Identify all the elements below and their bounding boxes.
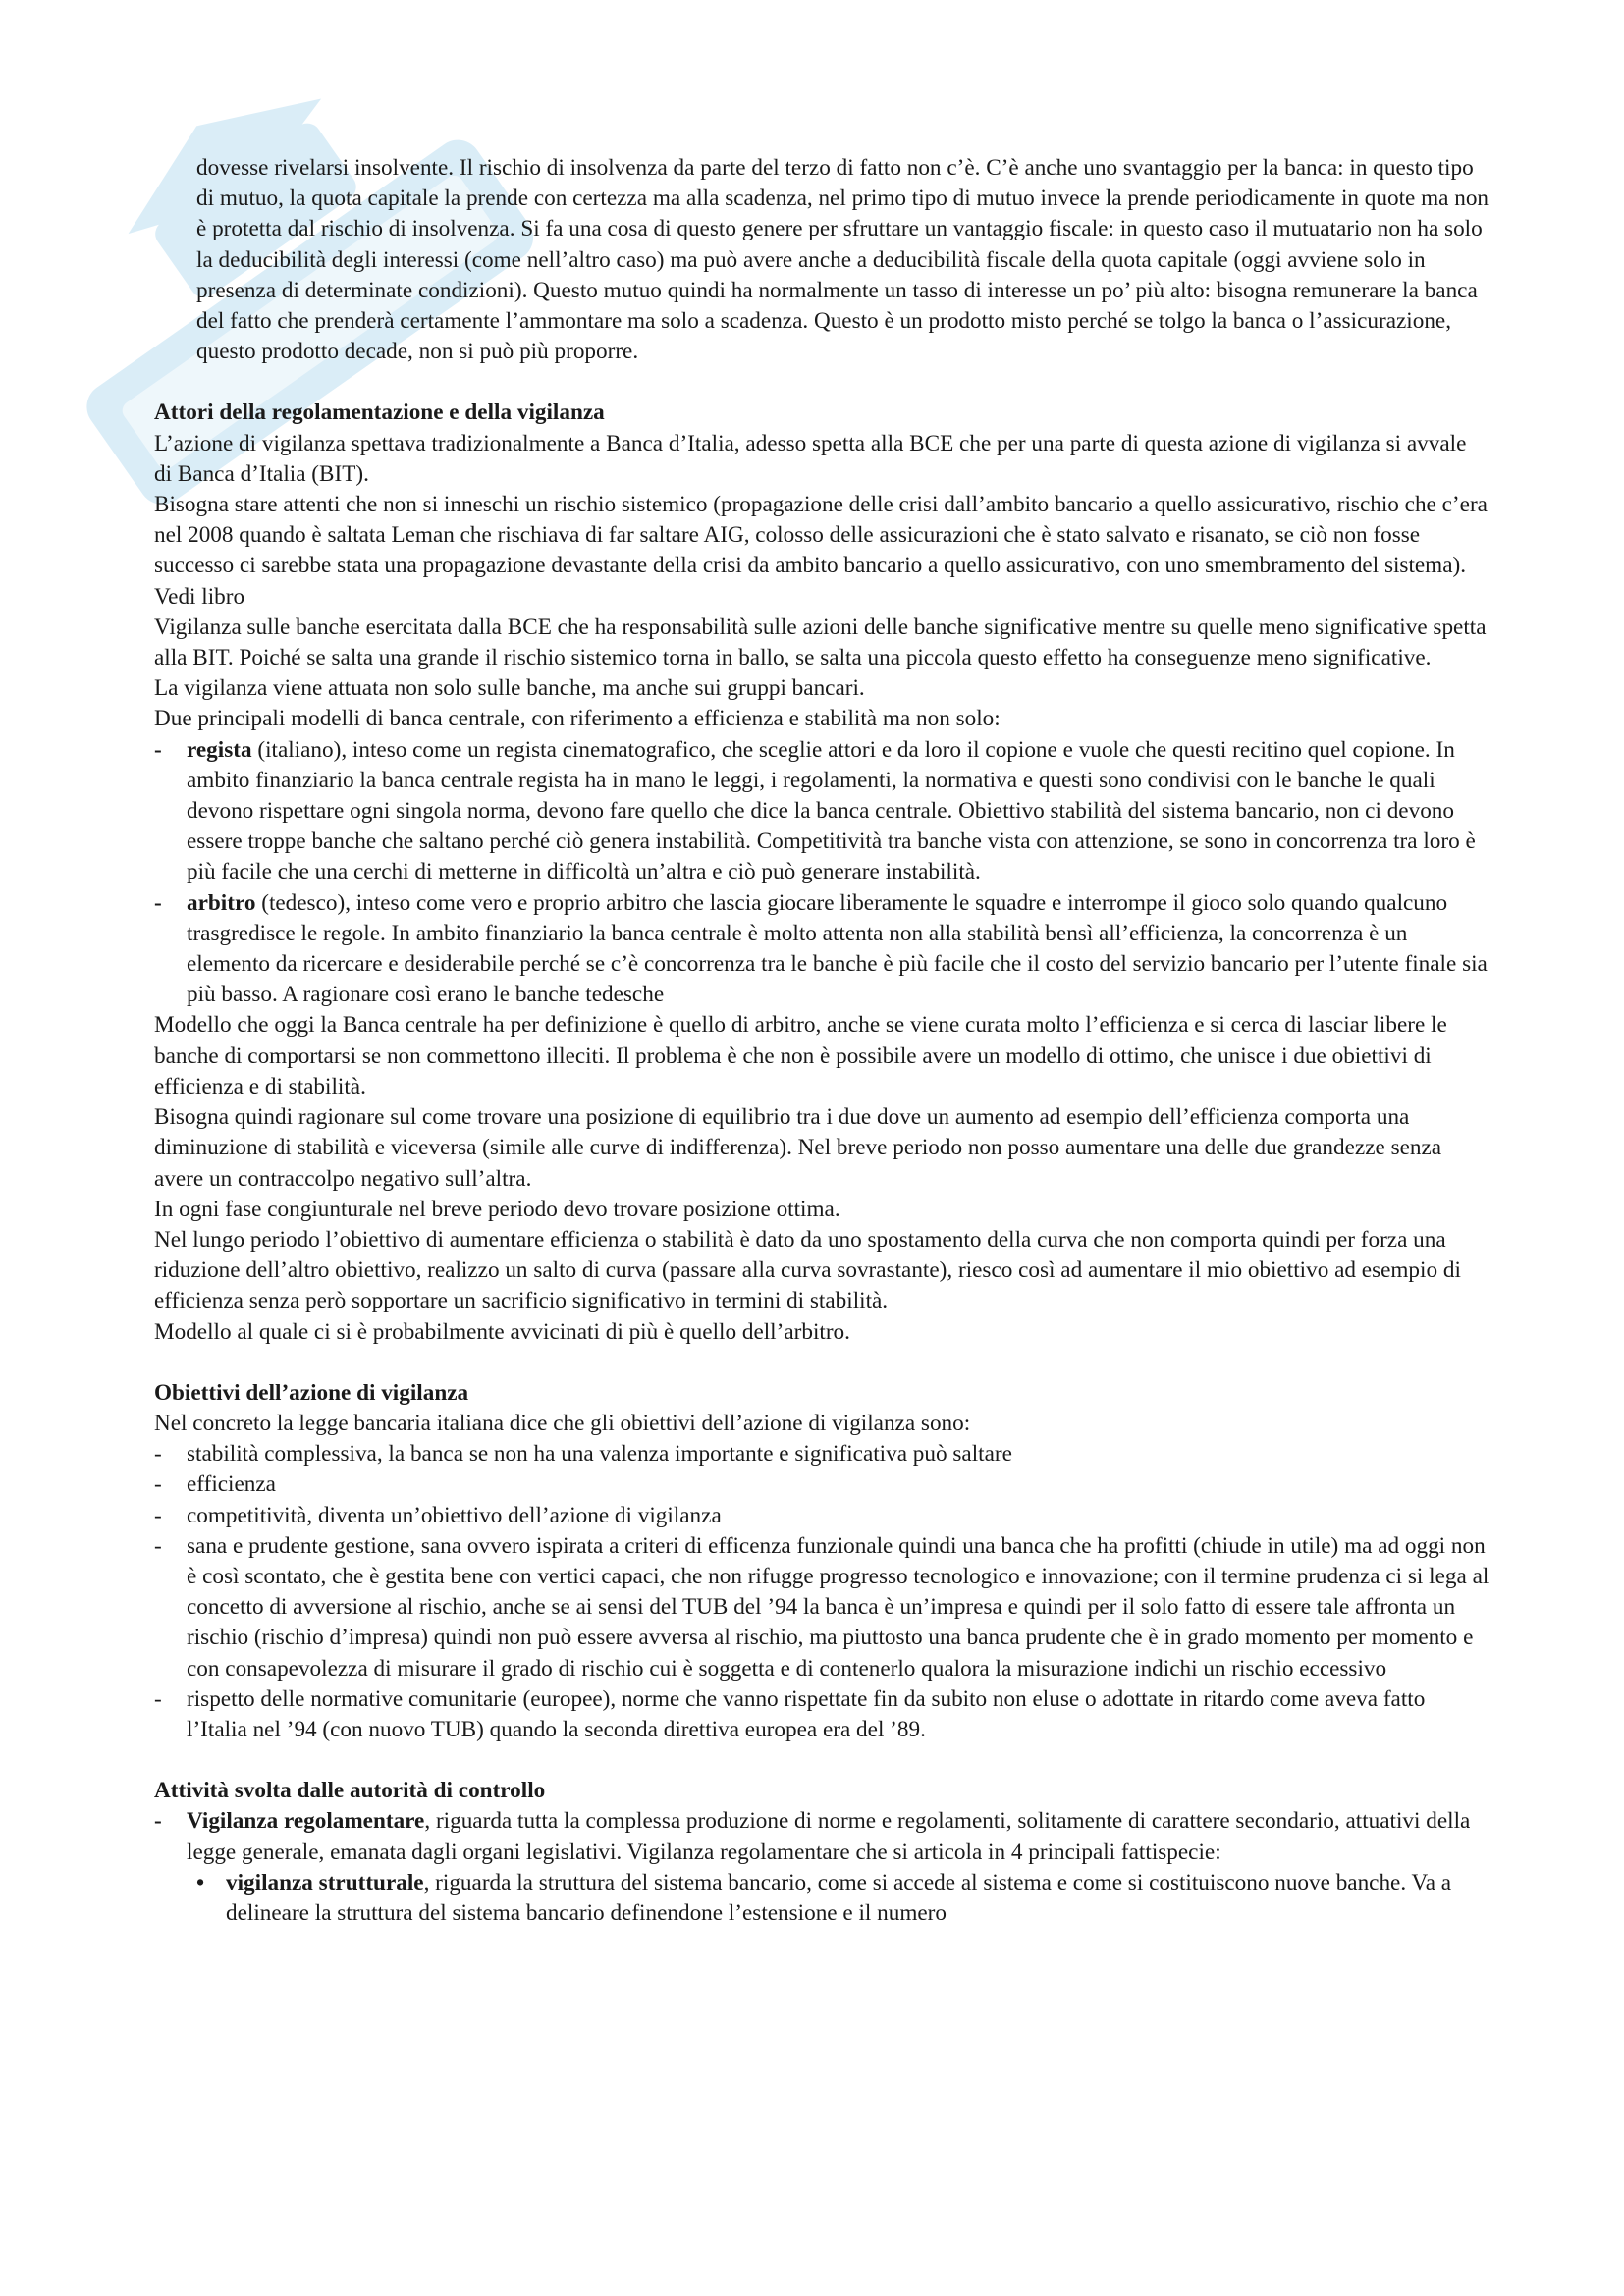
paragraph: Modello al quale ci si è probabilmente avvicinati di più è quello dell’arbitro. (154, 1318, 850, 1345)
paragraph: Modello che oggi la Banca centrale ha per definizione è quello di arbitro, anche se viene curata molto l’efficienza e si cerca di lasciar libere le banche di comportarsi se non commettono illeciti. Il problema è che non è possibile avere un modello di ottimo, che unisce i due obiettivi di efficienza e di stabilità. (154, 1012, 1447, 1099)
paragraph: Bisogna quindi ragionare sul come trovare una posizione di equilibrio tra i due dove un aumento ad esempio dell’efficienza comporta una diminuzione di stabilità e viceversa (simile alle curve di indifferenza). Nel breve periodo non posso aumentare una delle due grandezze senza avere un contraccolpo negativo sull’altra. (154, 1104, 1442, 1192)
list-item: - rispetto delle normative comunitarie (europee), norme che vanno rispettate fin da subito non eluse o adottate in ritardo come aveva fatto l’Italia nel ’94 (con nuovo TUB) quando la seconda direttiva europea era del ’89. (154, 1684, 1489, 1745)
intro-paragraph: dovesse rivelarsi insolvente. Il rischio di insolvenza da parte del terzo di fatto non c’è. C’è anche uno svantaggio per la banca: in questo tipo di mutuo, la quota capitale la prende con certezza ma alla scadenza, nel primo tipo di mutuo invece la prende periodicamente in quote ma non è protetta dal rischio di insolvenza. Si fa una cosa di questo genere per sfruttare un vantaggio fiscale: in questo caso il mutuatario non ha solo la deducibilità degli interessi (come nell’altro caso) ma può avere anche a deducibilità fiscale della quota capitale (oggi avviene solo in presenza di determinate condizioni). Questo mutuo quindi ha normalmente un tasso di interesse un po’ più alto: bisogna remunerare la banca del fatto che prenderà certamente l’ammontare ma solo a scadenza. Questo è un prodotto misto perché se tolgo la banca o l’assicurazione, questo prodotto decade, non si può più proporre. (196, 155, 1489, 365)
model-term: regista (187, 736, 252, 763)
document-page (154, 153, 1489, 1929)
paragraph: In ogni fase congiunturale nel breve periodo devo trovare posizione ottima. (154, 1196, 840, 1222)
sub-term: vigilanza strutturale (226, 1869, 424, 1896)
paragraph: Vigilanza sulle banche esercitata dalla BCE che ha responsabilità sulle azioni delle banche significative mentre su quelle meno significative spetta alla BIT. Poiché se salta una grande il rischio sistemico torna in ballo, se salta una piccola questo effetto ha conseguenze meno significative. (154, 614, 1487, 671)
model-text: (tedesco), inteso come vero e proprio arbitro che lascia giocare liberamente le squadre e interrompe il gioco solo quando qualcuno trasgredisce le regole. In ambito finanziario la banca centrale è molto attenta non alla stabilità bensì all’efficienza, la concorrenza è un elemento da ricercare e desiderabile perché se c’è concorrenza tra le banche è più facile che il costo del servizio bancario per l’utente finale sia più basso. A ragionare così erano le banche tedesche (187, 889, 1488, 1008)
list-item: - sana e prudente gestione, sana ovvero ispirata a criteri di efficenza funzionale quindi una banca che ha profitti (chiude in utile) ma ad oggi non è così scontato, che è gestita bene con vertici capaci, che non rifugge progresso tecnologico e innovazione; con il termine prudenza ci si lega al concetto di avversione al rischio, anche se ai sensi del TUB del ’94 la banca è un’impresa e quindi per il solo fatto di essere tale affronta un rischio (rischio d’impresa) quindi non può essere avversa al rischio, ma piuttosto una banca prudente che è in grado momento per momento e con consapevolezza di misurare il grado di rischio cui è soggetta e di contenerlo qualora la misurazione indichi un rischio eccessivo (154, 1531, 1489, 1684)
activities-list (154, 1806, 1489, 1929)
section-title-attivita: Attività svolta dalle autorità di controllo (154, 1778, 546, 1804)
list-item (154, 1806, 1489, 1929)
model-term: arbitro (187, 889, 256, 916)
list-item (154, 735, 1489, 888)
paragraph: La vigilanza viene attuata non solo sulle banche, ma anche sui gruppi bancari. (154, 675, 865, 702)
paragraph: Bisogna stare attenti che non si inneschi un rischio sistemico (propagazione delle crisi dall’ambito bancario a quello assicurativo, rischio che c’era nel 2008 quando è saltata Leman che rischiava di far saltare AIG, colosso delle assicurazioni che è stato salvato e risanato, se ciò non fosse successo ci sarebbe stata una propagazione devastante della crisi da ambito bancario a quello assicurativo, con uno smembramento del sistema). Vedi libro (154, 492, 1488, 610)
list-item: - stabilità complessiva, la banca se non ha una valenza importante e significativa può saltare (154, 1439, 1489, 1469)
list-item: - competitività, diventa un’obiettivo dell’azione di vigilanza (154, 1501, 1489, 1531)
sub-list (187, 1868, 1489, 1929)
sub-text: , riguarda la struttura del sistema bancario, come si accede al sistema e come si costituiscono nuove banche. Va a delineare la struttura del sistema bancario definendone l’estensione e il numero (226, 1869, 1452, 1926)
activity-text: , riguarda tutta la complessa produzione di norme e regolamenti, solitamente di carattere secondario, attuativi della legge generale, emanata dagli organi legislativi. Vigilanza regolamentare che si articola in 4 principali fattispecie: (187, 1808, 1471, 1865)
paragraph: Due principali modelli di banca centrale, con riferimento a efficienza e stabilità ma non solo: (154, 706, 1001, 732)
section-title-attori: Attori della regolamentazione e della vigilanza (154, 400, 605, 426)
section-title-obiettivi: Obiettivi dell’azione di vigilanza (154, 1379, 469, 1406)
sub-list-item (192, 1868, 1489, 1929)
objectives-list (154, 1439, 1489, 1745)
bank-models-list (154, 735, 1489, 1011)
paragraph: L’azione di vigilanza spettava tradizionalmente a Banca d’Italia, adesso spetta alla BCE che per una parte di questa azione di vigilanza si avvale di Banca d’Italia (BIT). (154, 430, 1467, 487)
list-item: - efficienza (154, 1469, 1489, 1500)
paragraph: Nel concreto la legge bancaria italiana dice che gli obiettivi dell’azione di vigilanza sono: (154, 1410, 971, 1436)
list-item (154, 888, 1489, 1011)
activity-term: Vigilanza regolamentare (187, 1808, 425, 1835)
model-text: (italiano), inteso come un regista cinematografico, che sceglie attori e da loro il copione e vuole che questi recitino quel copione. In ambito finanziario la banca centrale regista ha in mano le leggi, i regolamenti, la normativa e questi sono condivisi con le banche le quali devono rispettare ogni singola norma, devono fare quello che dice la banca centrale. Obiettivo stabilità del sistema bancario, non ci devono essere troppe banche che saltano perché ciò genera instabilità. Competitività tra banche vista con attenzione, se sono in concorrenza tra loro è più facile che una cerchi di metterne in difficoltà un’altra e ciò può generare instabilità. (187, 736, 1476, 885)
paragraph: Nel lungo periodo l’obiettivo di aumentare efficienza o stabilità è dato da uno spostamento della curva che non comporta quindi per forza una riduzione dell’altro obiettivo, realizzo un salto di curva (passare alla curva sovrastante), riesco così ad aumentare il mio obiettivo ad esempio di efficienza senza però sopportare un sacrificio significativo in termini di stabilità. (154, 1226, 1461, 1314)
